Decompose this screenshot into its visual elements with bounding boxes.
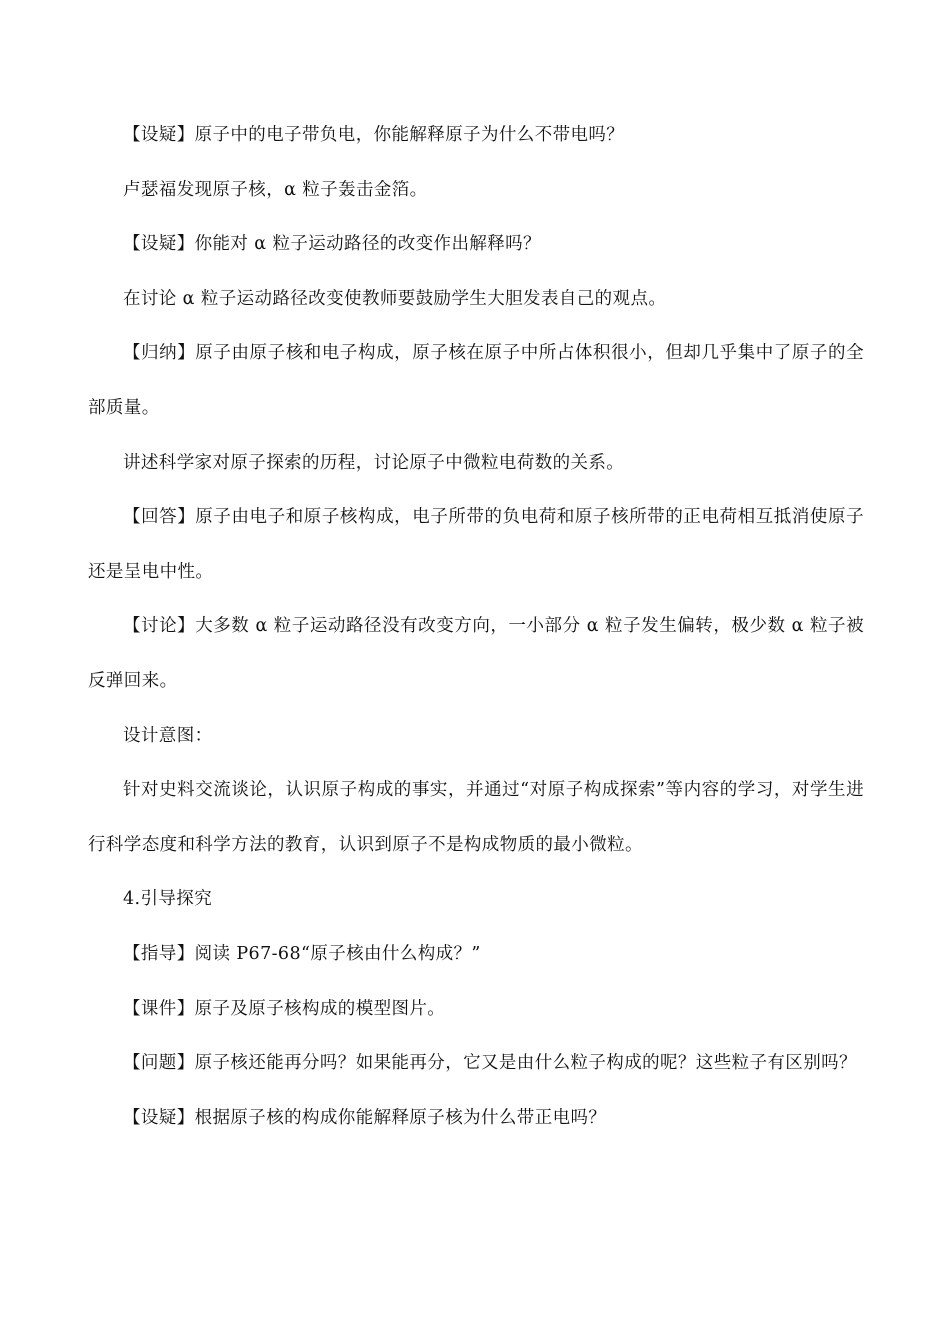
- paragraph-design-intent-heading: 设计意图：: [123, 725, 213, 746]
- paragraph-question-nucleus-charge: 【设疑】根据原子核的构成你能解释原子核为什么带正电吗？: [123, 1107, 607, 1128]
- paragraph-history: 讲述科学家对原子探索的历程，讨论原子中微粒电荷数的关系。: [123, 452, 625, 473]
- paragraph-rutherford: 卢瑟福发现原子核，α 粒子轰击金箔。: [123, 179, 428, 200]
- paragraph-courseware: 【课件】原子及原子核构成的模型图片。: [123, 998, 446, 1019]
- document-page: [88, 108, 864, 1145]
- paragraph-answer: 【回答】原子由电子和原子核构成，电子所带的负电荷和原子核所带的正电荷相互抵消使原子还是呈电中性。: [88, 507, 864, 582]
- paragraph-discussion: 【讨论】大多数 α 粒子运动路径没有改变方向，一小部分 α 粒子发生偏转，极少数 α 粒子被反弹回来。: [88, 616, 864, 691]
- section-heading-guided-inquiry: 4.引导探究: [123, 889, 213, 910]
- paragraph-question-nucleus: 【问题】原子核还能再分吗？如果能再分，它又是由什么粒子构成的呢？这些粒子有区别吗？: [123, 1053, 857, 1074]
- paragraph-summary: 【归纳】原子由原子核和电子构成，原子核在原子中所占体积很小，但却几乎集中了原子的全部质量。: [88, 343, 864, 418]
- paragraph-question-atom-neutral: 【设疑】原子中的电子带负电，你能解释原子为什么不带电吗？: [123, 125, 625, 145]
- paragraph-guidance: 【指导】阅读 P67-68“原子核由什么构成？”: [123, 943, 481, 964]
- paragraph-design-intent: 针对史料交流谈论，认识原子构成的事实，并通过“对原子构成探索”等内容的学习，对学生进行科学态度和科学方法的教育，认识到原子不是构成物质的最小微粒。: [88, 780, 864, 855]
- paragraph-discussion-note: 在讨论 α 粒子运动路径改变使教师要鼓励学生大胆发表自己的观点。: [123, 288, 667, 309]
- paragraph-question-alpha-path: 【设疑】你能对 α 粒子运动路径的改变作出解释吗？: [123, 234, 541, 255]
